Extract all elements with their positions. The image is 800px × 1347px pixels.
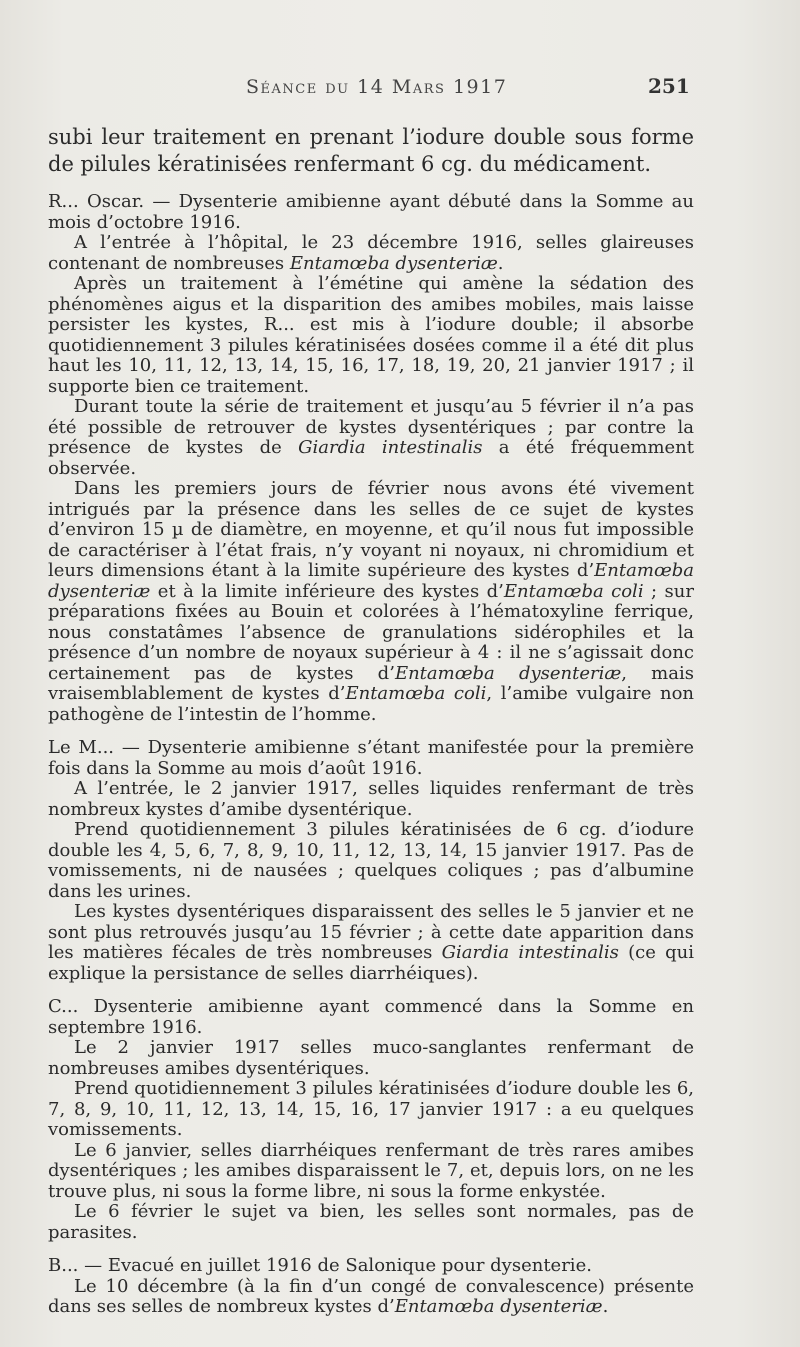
running-head: Séance du 14 Mars 1917 bbox=[246, 76, 508, 98]
paragraph: Les kystes dysentériques disparaissent des selles le 5 janvier et ne sont plus retrouvés jusqu’au 15 février ; à cette date apparition dans les matières fécales de très nombreuses Giardia intestinalis (ce qui explique la persistance de selles diarrhéiques). bbox=[48, 901, 694, 984]
paragraph-lead: subi leur traitement en prenant l’iodure double sous forme de pilules kératinisées renfermant 6 cg. du médicament. bbox=[48, 125, 694, 176]
paragraph: Durant toute la série de traitement et jusqu’au 5 février il n’a pas été possible de retrouver de kystes dysentériques ; par contre la présence de kystes de Giardia intestinalis a été fréquemment observée. bbox=[48, 396, 694, 479]
paragraph: Le 2 janvier 1917 selles muco-sanglantes renfermant de nombreuses amibes dysentériques. bbox=[48, 1037, 694, 1079]
paragraph: Prend quotidiennement 3 pilules kératinisées de 6 cg. d’iodure double les 4, 5, 6, 7, 8, 9, 10, 11, 12, 13, 14, 15 janvier 1917. Pas de vomissements, ni de nausées ; quelques coliques ; pas d’albumine dans les urines. bbox=[48, 819, 694, 902]
paragraph: Dans les premiers jours de février nous avons été vivement intrigués par la présence dans les selles de ce sujet de kystes d’environ 15 µ de diamètre, en moyenne, et qu’il nous fut impossible de caractériser à l’état frais, n’y voyant ni noyaux, ni chromidium et leurs dimensions étant à la limite supérieure des kystes d’Entamœba dysenteriæ et à la limite inférieure des kystes d’Entamœba coli ; sur préparations fixées au Bouin et colorées à l’hématoxyline ferrique, nous constatâmes l’absence de granulations sidérophiles et la présence d’un nombre de noyaux supérieur à 4 : il ne s’agissait donc certainement pas de kystes d’Entamœba dysenteriæ, mais vraisemblablement de kystes d’Entamœba coli, l’amibe vulgaire non pathogène de l’intestin de l’homme. bbox=[48, 478, 694, 725]
body-text bbox=[48, 124, 694, 1318]
paragraph-case-r: R... Oscar. — Dysenterie amibienne ayant débuté dans la Somme au mois d’octobre 1916. bbox=[48, 191, 694, 233]
paragraph: Prend quotidiennement 3 pilules kératinisées d’iodure double les 6, 7, 8, 9, 10, 11, 12, 13, 14, 15, 16, 17 janvier 1917 : a eu quelques vomissements. bbox=[48, 1078, 694, 1140]
page-number: 251 bbox=[648, 74, 690, 98]
paragraph-case-c: C... Dysenterie amibienne ayant commencé dans la Somme en septembre 1916. bbox=[48, 996, 694, 1038]
paragraph: Après un traitement à l’émétine qui amène la sédation des phénomènes aigus et la disparition des amibes mobiles, mais laisse persister les kystes, R... est mis à l’iodure double; il absorbe quotidiennement 3 pilules kératinisées dosées comme il a été dit plus haut les 10, 11, 12, 13, 14, 15, 16, 17, 18, 19, 20, 21 janvier 1917 ; il supporte bien ce traitement. bbox=[48, 273, 694, 397]
paragraph-case-le-m: Le M... — Dysenterie amibienne s’étant manifestée pour la première fois dans la Somme au mois d’août 1916. bbox=[48, 737, 694, 779]
paragraph: Le 6 février le sujet va bien, les selles sont normales, pas de parasites. bbox=[48, 1201, 694, 1243]
paragraph: Le 6 janvier, selles diarrhéiques renfermant de très rares amibes dysentériques ; les amibes disparaissent le 7, et, depuis lors, on ne les trouve plus, ni sous la forme libre, ni sous la forme enkystée. bbox=[48, 1139, 694, 1202]
paragraph: Le 10 décembre (à la fin d’un congé de convalescence) présente dans ses selles de nombreux kystes d’Entamœba dysenteriæ. bbox=[48, 1275, 694, 1317]
paragraph: A l’entrée à l’hôpital, le 23 décembre 1916, selles glaireuses contenant de nombreuses Entamœba dysenteriæ. bbox=[48, 232, 694, 274]
paragraph: A l’entrée, le 2 janvier 1917, selles liquides renfermant de très nombreux kystes d’amibe dysentérique. bbox=[48, 778, 694, 820]
paragraph-case-b: B... — Evacué en juillet 1916 de Salonique pour dysenterie. bbox=[48, 1255, 592, 1276]
